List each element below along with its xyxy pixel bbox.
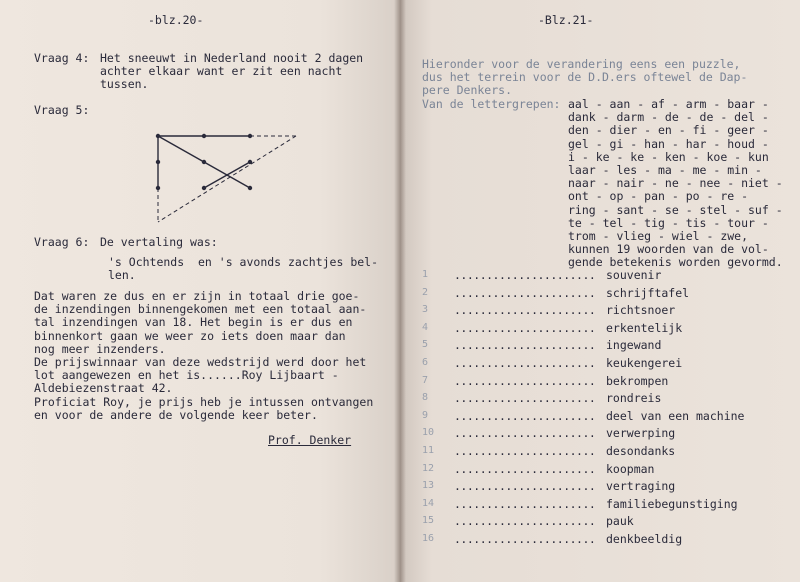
list-item-meaning: pauk <box>606 514 634 529</box>
list-item-meaning: verwerping <box>606 426 676 441</box>
list-item-blank: ...................... <box>454 408 596 423</box>
list-item-number: 1 <box>422 269 429 280</box>
question6-intro: De vertaling was: <box>100 235 218 249</box>
puzzle-dot <box>202 134 206 138</box>
list-item-meaning: rondreis <box>606 391 662 406</box>
list-item-meaning: desondanks <box>606 444 676 458</box>
list-item-number: 15 <box>422 515 435 527</box>
list-item-number: 13 <box>422 480 435 492</box>
list-item-meaning: deel van een machine <box>606 408 745 423</box>
list-item-blank: ...................... <box>454 268 596 282</box>
dot-puzzle-diagram <box>150 124 310 234</box>
list-item-number: 4 <box>422 321 429 333</box>
list-item-number: 6 <box>422 357 429 368</box>
puzzle-dot <box>248 160 252 164</box>
syllables-list: aal - aan - af - arm - baar - dank - darm - de - de - del - den - dier - en - fi - geer - gel - gi - han - har - houd - i - ke - ke - ken - koe - kun laar - les - ma - me - min - naar - nair - ne - nee - niet - ont - op - pan - po - re - ring - sant - se - stel - suf - te - tel - tig - tis - tour - trom - vlieg - wiel - zwe, kunnen 19 woorden van de vol- gende betekenis worden gevormd. <box>568 97 783 270</box>
list-item-blank: ...................... <box>454 338 596 353</box>
puzzle-dashed-diagonal <box>158 136 296 222</box>
list-item-number: 5 <box>422 339 429 351</box>
list-item-blank: ...................... <box>454 320 596 335</box>
list-item-blank: ...................... <box>454 426 596 441</box>
list-item-meaning: vertraging <box>606 479 676 494</box>
question4-label: Vraag 4: <box>34 51 90 65</box>
list-item-number: 14 <box>422 497 435 509</box>
list-item-number: 2 <box>422 286 429 298</box>
right-page <box>400 0 800 582</box>
list-item-blank: ...................... <box>454 373 596 388</box>
list-item-meaning: bekrompen <box>606 373 669 388</box>
list-item-number: 8 <box>422 392 429 404</box>
question5-label: Vraag 5: <box>34 103 90 117</box>
list-item-meaning: denkbeeldig <box>606 532 683 546</box>
list-item-meaning: erkentelijk <box>606 320 683 335</box>
question6-answer: 's Ochtends en 's avonds zachtjes bel- len. <box>108 255 379 283</box>
puzzle-dot <box>248 186 252 190</box>
list-item-blank: ...................... <box>454 303 596 318</box>
list-item-blank: ...................... <box>454 532 596 546</box>
puzzle-dot <box>156 186 160 190</box>
list-item-meaning: koopman <box>606 461 655 476</box>
list-item-meaning: schrijftafel <box>606 285 690 300</box>
page-number-left: -blz.20- <box>148 13 204 27</box>
puzzle-dot <box>156 134 160 138</box>
list-item-number: 12 <box>422 462 435 474</box>
list-item-meaning: ingewand <box>606 338 662 353</box>
list-item-number: 10 <box>422 427 435 439</box>
puzzle-dot <box>202 186 206 190</box>
list-item-meaning: richtsnoer <box>606 303 676 318</box>
puzzle-dot <box>248 134 252 138</box>
list-item-number: 16 <box>422 533 435 544</box>
syllables-label: Van de lettergrepen: <box>422 97 561 111</box>
list-item-meaning: souvenir <box>606 268 662 282</box>
list-item-blank: ...................... <box>454 479 596 494</box>
list-item-meaning: familiebegunstiging <box>606 496 738 511</box>
book-gutter <box>394 0 406 582</box>
list-item-blank: ...................... <box>454 391 596 406</box>
results-body: Dat waren ze dus en er zijn in totaal drie goe- de inzendingen binnengekomen met een totaal aan- tal inzendingen van 18. Het begin is er dus en binnenkort gaan we weer zo iets doen maar dan nog meer inzenders. De prijswinnaar van deze wedstrijd werd door het lot aangewezen en het is......Roy Lijbaart - Aldebiezenstraat 42. Proficiat Roy, je prijs heb je intussen ontvangen en voor de andere de volgende keer beter. <box>34 289 374 422</box>
question6-label: Vraag 6: <box>34 235 90 249</box>
list-item-blank: ...................... <box>454 356 596 370</box>
list-item-blank: ...................... <box>454 444 596 458</box>
question4-text: Het sneeuwt in Nederland nooit 2 dagen achter elkaar want er zit een nacht tussen. <box>100 51 364 92</box>
page-number-right: -Blz.21- <box>538 13 594 27</box>
puzzle-intro: Hieronder voor de verandering eens een puzzle, dus het terrein voor de D.D.ers oftewel de Dap- pere Denkers. <box>422 57 748 98</box>
list-item-number: 7 <box>422 374 429 386</box>
puzzle-dot <box>202 160 206 164</box>
list-item-blank: ...................... <box>454 496 596 511</box>
list-item-number: 11 <box>422 445 435 456</box>
list-item-blank: ...................... <box>454 514 596 529</box>
list-item-blank: ...................... <box>454 285 596 300</box>
puzzle-dot <box>156 160 160 164</box>
list-item-number: 3 <box>422 304 429 316</box>
signature: Prof. Denker <box>268 433 352 447</box>
list-item-blank: ...................... <box>454 461 596 476</box>
list-item-meaning: keukengerei <box>606 356 683 370</box>
list-item-number: 9 <box>422 409 429 421</box>
